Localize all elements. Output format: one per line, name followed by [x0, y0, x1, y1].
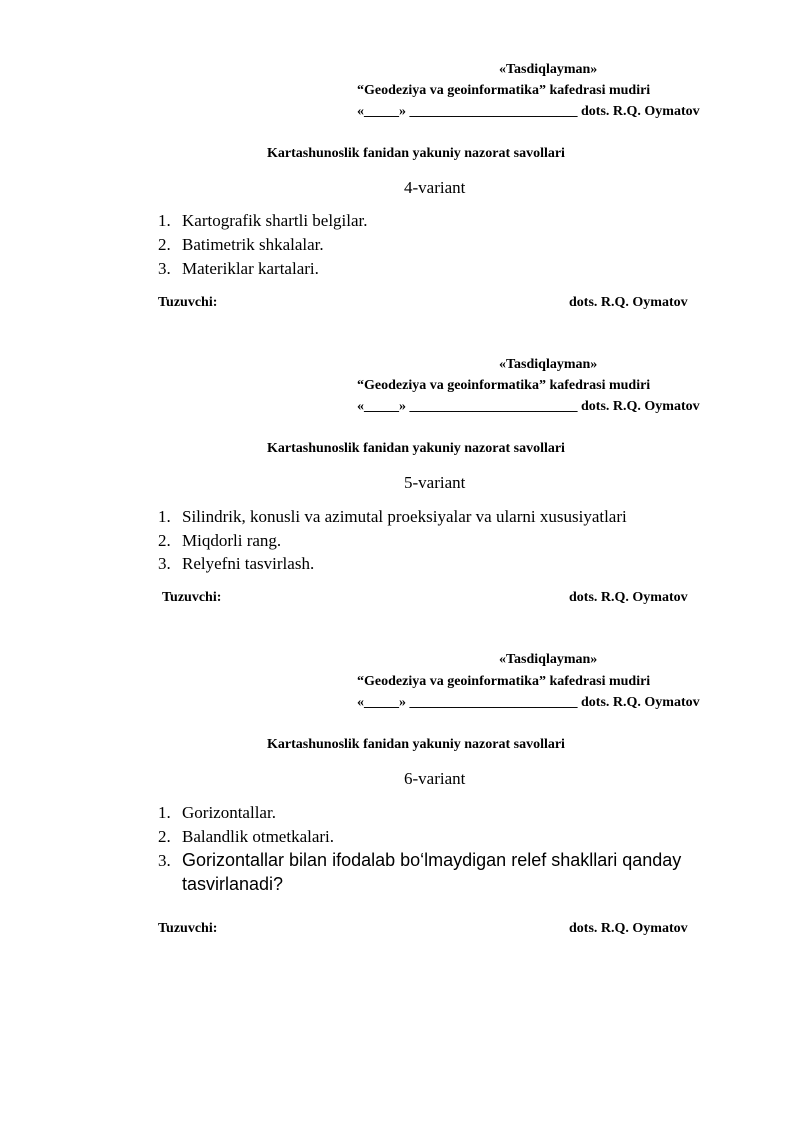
- question-text: Gorizontallar.: [182, 803, 276, 822]
- question-text: Balandlik otmetkalari.: [182, 827, 335, 846]
- variant-label: 6-variant: [404, 769, 466, 788]
- question-item: [158, 235, 324, 255]
- question-number: 1.: [158, 507, 171, 526]
- question-item: [158, 211, 368, 231]
- exam-title: Kartashunoslik fanidan yakuniy nazorat savollari: [267, 737, 565, 752]
- question-text: Miqdorli rang.: [182, 531, 282, 550]
- compiler-label: Tuzuvchi:: [158, 921, 218, 936]
- date-signature-line: «_____» ________________________ dots. R.Q. Oymatov: [357, 399, 700, 414]
- question-text: Kartografik shartli belgilar.: [182, 211, 368, 230]
- question-text: Batimetrik shkalalar.: [182, 235, 324, 254]
- variant-label: 5-variant: [404, 473, 466, 492]
- question-item-continuation: [158, 874, 283, 895]
- exam-title: Kartashunoslik fanidan yakuniy nazorat savollari: [267, 146, 565, 161]
- approval-heading: «Tasdiqlayman»: [499, 62, 598, 77]
- question-number: 1.: [158, 803, 171, 822]
- approval-heading: «Tasdiqlayman»: [499, 357, 598, 372]
- question-text: Gorizontallar bilan ifodalab bo‘lmaydigan relef shakllari qanday: [182, 850, 682, 870]
- question-item: [158, 827, 334, 847]
- compiler-name: dots. R.Q. Oymatov: [569, 295, 688, 310]
- compiler-name: dots. R.Q. Oymatov: [569, 590, 688, 605]
- department-line: “Geodeziya va geoinformatika” kafedrasi mudiri: [357, 378, 651, 393]
- question-item: [158, 531, 281, 551]
- question-number: 1.: [158, 211, 171, 230]
- question-number: 3.: [158, 554, 171, 573]
- question-item: [158, 850, 681, 871]
- variant-label: 4-variant: [404, 178, 466, 197]
- date-signature-line: «_____» ________________________ dots. R.Q. Oymatov: [357, 104, 700, 119]
- compiler-label: Tuzuvchi:: [158, 295, 218, 310]
- question-text: tasvirlanadi?: [182, 874, 284, 894]
- question-number: 2.: [158, 235, 171, 254]
- compiler-name: dots. R.Q. Oymatov: [569, 921, 688, 936]
- question-text: Relyefni tasvirlash.: [182, 554, 315, 573]
- question-item: [158, 554, 314, 574]
- question-text: Silindrik, konusli va azimutal proeksiyalar va ularni xususiyatlari: [182, 507, 627, 526]
- exam-title: Kartashunoslik fanidan yakuniy nazorat savollari: [267, 441, 565, 456]
- approval-heading: «Tasdiqlayman»: [499, 652, 598, 667]
- department-line: “Geodeziya va geoinformatika” kafedrasi mudiri: [357, 674, 651, 689]
- question-item: [158, 259, 319, 279]
- question-number: 2.: [158, 531, 171, 550]
- question-number: 2.: [158, 827, 171, 846]
- date-signature-line: «_____» ________________________ dots. R.Q. Oymatov: [357, 695, 700, 710]
- question-number: 3.: [158, 259, 171, 278]
- question-text: Materiklar kartalari.: [182, 259, 319, 278]
- question-number: 3.: [158, 851, 171, 870]
- department-line: “Geodeziya va geoinformatika” kafedrasi mudiri: [357, 83, 651, 98]
- question-item: [158, 507, 627, 527]
- compiler-label: Tuzuvchi:: [162, 590, 222, 605]
- question-item: [158, 803, 276, 823]
